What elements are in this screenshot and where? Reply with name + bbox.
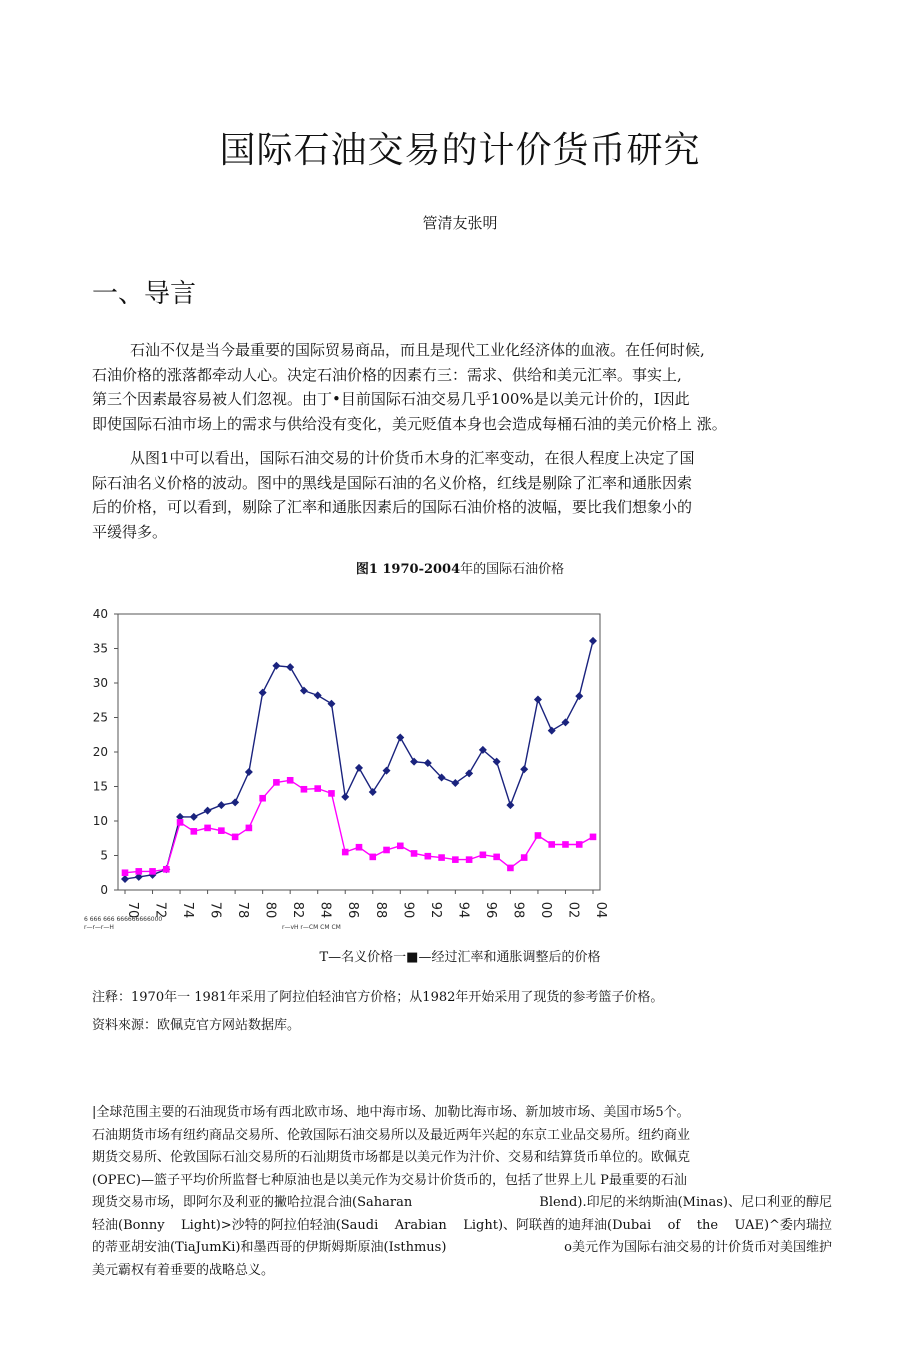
data-point-nominal [341,793,349,801]
footnote-word: the [696,1217,719,1233]
x-tick-label: 98 [510,901,526,919]
data-point-adjusted [177,819,184,826]
data-point-adjusted [562,841,569,848]
y-tick-labels [93,607,108,897]
y-tick-label: 0 [100,883,108,897]
data-point-adjusted [356,844,363,851]
paragraph-line: 即使国际石油市场上的需求与供给没有变化，美元贬值本身也会造成每桶石油的美元价格上 涨。 [92,414,727,433]
data-point-nominal [272,662,280,670]
y-tick-label: 20 [92,745,108,759]
data-point-adjusted [466,856,473,863]
x-tick-label: 00 [537,901,553,919]
data-point-nominal [506,801,514,809]
data-point-nominal [383,767,391,775]
data-point-adjusted [535,832,542,839]
author-line: 管清友张明 [422,214,498,232]
axis-garble-text-1: 6 666 666 666666666000 [84,916,163,923]
footnote-line [92,1237,832,1260]
x-tick-label: 94 [455,901,471,919]
data-point-nominal [534,696,542,704]
data-point-nominal [396,734,404,742]
footnote-segment: 现货交易市场，即阿尔及利亚的撇哈拉混合油(Saharan [92,1195,413,1210]
document-title: 国际石油交易的计价货币研究 [219,130,701,171]
x-tick-label: 78 [235,901,251,919]
data-point-nominal [589,637,597,645]
footnote-line: (OPEC)—篮子平均价所监督七种原油也是以美元作为交易计价货币的，包括了世界上儿 P最重要的石汕 [92,1172,687,1188]
data-point-nominal [520,765,528,773]
paragraph-line: 第三个因素最容易被人们忽视。由丁•目前国际石油交易几乎100%是以美元计价的，I因此 [92,390,690,408]
figure-caption-number: 图1 1970-2004 [355,562,461,577]
y-tick-label: 15 [92,779,108,794]
data-point-adjusted [369,854,376,861]
x-tick-label: 04 [593,901,608,919]
data-point-adjusted [301,786,308,793]
data-point-adjusted [232,834,239,841]
footnote-line [92,1192,832,1215]
data-point-nominal [204,807,212,815]
footnote-segment: 的蒂亚胡安油(TiaJumKi)和墨西哥的伊斯姆斯原油(Isthmus) [92,1240,447,1255]
data-point-adjusted [452,856,459,863]
x-tick-label: 82 [290,901,306,919]
data-point-adjusted [163,866,170,873]
footnote-line: |全球范围主要的石油现货市场有西北欧市场、地中海市场、加勒比海市场、新加坡市场、美国市场5个。 [92,1105,690,1120]
data-point-adjusted [314,785,321,792]
paragraph-line: 石汕不仅是当今最重要的国际贸易商品，而且是现代工业化经济体的血液。在任何时候, [130,341,705,359]
data-point-adjusted [480,852,487,859]
y-tick-label: 40 [92,607,108,621]
x-tick-label: 70 [125,901,140,919]
paragraph-line: 从图1中可以看出，国际石油交易的计价货币木身的汇率变动，在很人程度上决定了国 [130,449,695,467]
data-point-adjusted [122,869,129,876]
footnote-line: 期货交易所、伦敦国际石汕交易所的石汕期货市场都是以美元作为汁价、交易和结算货币单位的。欧佩克 [92,1150,691,1165]
section-heading: 一、导言 [92,279,197,309]
footnote-line: 美元霸权有着垂要的战略总义。 [92,1262,275,1278]
data-point-adjusted [493,854,500,861]
intro-paragraph-1 [92,338,832,436]
data-point-adjusted [191,828,198,835]
footnote-word: Light)、阿联酋的迪拜油(Dubai [463,1217,652,1233]
data-point-adjusted [259,795,266,802]
oil-price-chart [82,600,622,940]
x-tick-label: 96 [482,901,498,919]
data-point-adjusted [425,853,432,860]
data-point-adjusted [521,854,528,861]
footnote-line: 石油期货市场有纽约商品交易所、伦敦国际石油交易所以及最近两年兴起的东京工业品交易所。纽约商业 [92,1127,691,1143]
data-point-nominal [121,875,129,883]
data-point-nominal [245,768,253,776]
data-point-adjusted [507,865,514,872]
data-point-adjusted [397,843,404,850]
footnote-segment: Blend).印尼的米纳斯油(Minas)、尼口利亚的醇尼 [539,1195,832,1210]
series-lines [125,641,593,879]
y-tick-label: 10 [92,814,108,828]
x-tick-label: 02 [565,901,581,919]
x-tick-labels [125,902,608,919]
data-point-adjusted [438,854,445,861]
data-source: 资料來源：欧佩克官方网站数据库。 [92,1018,301,1033]
data-point-nominal [451,779,459,787]
data-point-adjusted [590,834,597,841]
intro-paragraph-2 [92,446,832,544]
data-point-nominal [561,718,569,726]
data-point-adjusted [204,825,211,832]
footnote-word: UAE)^委内瑞拉 [734,1217,832,1233]
data-point-nominal [410,758,418,766]
x-tick-label: 76 [207,901,223,919]
data-point-nominal [327,700,335,708]
data-point-nominal [575,692,583,700]
y-tick-label: 5 [100,848,108,863]
footnote-word: 轻油(Bonny [92,1217,165,1233]
data-point-adjusted [383,847,390,854]
x-tick-label: 92 [427,901,443,919]
footnote-word: of [667,1217,681,1233]
data-point-nominal [548,727,556,735]
x-tick-label: 80 [262,901,278,919]
data-point-nominal [217,801,225,809]
x-tick-label: 86 [345,901,361,919]
x-tick-label: 84 [317,901,333,919]
data-point-nominal [231,798,239,806]
data-point-adjusted [342,849,349,856]
figure-caption-text: 年的国际石油价格 [460,562,565,577]
data-point-adjusted [135,868,142,875]
footnote-word: Arabian [394,1217,447,1233]
y-tick-label: 30 [92,676,108,690]
data-point-adjusted [149,868,156,875]
paragraph-line: 平缓得多。 [92,522,168,541]
data-point-nominal [355,764,363,772]
figure-caption [0,558,920,577]
data-point-nominal [369,788,377,796]
x-tick-label: 88 [372,901,388,919]
data-point-nominal [314,691,322,699]
axis-garble-text-2: r—r—r—H [84,924,114,931]
y-tick-label: 25 [92,710,108,725]
data-point-nominal [259,689,267,697]
data-point-adjusted [218,827,225,834]
footnote-segment: o美元作为国际右油交易的计价货币对美国维护 [564,1240,832,1255]
y-tick-label: 35 [92,641,108,656]
paragraph-line: 石油价格的涨落都牵动人心。决定石油价格的因素冇三：需求、供给和美元汇率。事实上, [92,365,682,384]
paragraph-line: 际石油名义价格的波动。图中的黑线是国际石油的名义价格，红线是剔除了汇率和通胀因索 [92,473,693,492]
footnote-word: Light)>沙特的阿拉伯轻油(Saudi [181,1217,379,1233]
series-line-1 [125,641,593,879]
data-point-adjusted [287,777,294,784]
footnote [92,1102,832,1282]
data-point-nominal [190,813,198,821]
data-point-adjusted [576,841,583,848]
data-point-adjusted [548,841,555,848]
x-tick-label: 72 [152,901,168,919]
data-point-adjusted [411,850,418,857]
paragraph-line: 后的价格，可以看到，剔除了汇率和通胀因素后的国际石油价格的波幅，要比我们想象小的 [92,498,693,516]
x-tick-label: 90 [400,901,416,919]
chart-legend: T—名义价格一■—经过汇率和通胀调整后的价格 [319,950,601,965]
footnote-line [92,1215,832,1238]
x-tick-label: 74 [180,901,196,919]
axis-garble-text-3: r—vH r—CM CM CM [282,924,341,931]
data-point-adjusted [246,825,253,832]
data-point-nominal [300,687,308,695]
data-point-adjusted [273,779,280,786]
figure-note: 注释：1970年一 1981年采用了阿拉伯轻油官方价格；从1982年开始采用了现货的参考篮子价格。 [92,990,664,1005]
data-point-nominal [286,663,294,671]
data-point-adjusted [328,790,335,797]
